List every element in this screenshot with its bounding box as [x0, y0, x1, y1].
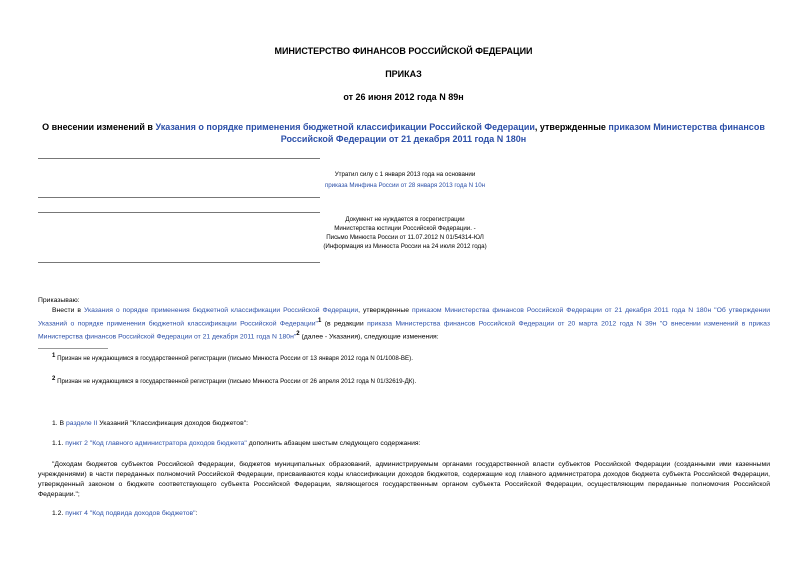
link-order-39n[interactable]: приказа Министерства финансов Российской Федерации от 20 марта 2012 года N 39н "О внесении изменений в приказ Министерства финансов Российской Федерации от 21 декабря 2011 года N 180н" [38, 320, 770, 341]
item-1-2 [52, 509, 197, 519]
item-1 [52, 419, 248, 429]
footnote-2 [52, 375, 752, 386]
footnote-1 [52, 352, 752, 363]
footnote-divider [38, 348, 108, 349]
status-link-order-10n[interactable]: приказа Минфина России от 28 января 2013 года N 10н [324, 182, 486, 189]
footnote-text: Признан не нуждающимся в государственной регистрации (письмо Минюста России от 13 января 2012 года N 01/1008-ВЕ). [55, 355, 413, 363]
text: дополнить абзацем шестым следующего содержания: [246, 440, 421, 447]
item-1-1 [52, 439, 420, 449]
text: : [195, 510, 198, 517]
footnote-text: Признан не нуждающимся в государственной регистрации (письмо Минюста России от 26 апреля 2012 года N 01/32619-ДК). [55, 378, 417, 386]
title-middle: , утвержденные [534, 122, 609, 132]
registration-line-2: Министерства юстиции Российской Федерации. - [334, 225, 476, 232]
text: 1. В [52, 420, 66, 427]
ministry-heading: МИНИСТЕРСТВО ФИНАНСОВ РОССИЙСКОЙ ФЕДЕРАЦИИ [274, 46, 533, 56]
divider [38, 262, 320, 263]
title-link-instructions[interactable]: Указания о порядке применения бюджетной классификации Российской Федерации [155, 122, 535, 132]
text: Внести в [52, 307, 84, 314]
registration-line-3: Письмо Минюста России от 11.07.2012 N 01/54314-ЮЛ [326, 234, 484, 241]
doc-date-number: от 26 июня 2012 года N 89н [343, 92, 464, 102]
registration-line-4: (Информация из Минюста России на 24 июля 2012 года) [323, 243, 487, 250]
footnote-mark: 1 [52, 353, 56, 359]
link-point-4[interactable]: пункт 4 "Код подвида доходов бюджетов" [65, 510, 196, 517]
link-order-180n[interactable]: приказом Министерства финансов Российской Федерации от 21 декабря 2011 года N 180н "Об утверждении Указаний о порядке применения бюджетной классификации Российской Федерации" [38, 307, 770, 328]
title-prefix: О внесении изменений в [42, 122, 156, 132]
text: (в редакции [321, 320, 368, 328]
text: Указаний "Классификация доходов бюджетов": [97, 420, 249, 427]
title-link-order-180n[interactable]: приказом Министерства финансов Российской Федерации от 21 декабря 2011 года N 180н [280, 122, 765, 144]
divider [38, 158, 320, 159]
text: , утвержденные [358, 307, 413, 314]
link-section-2[interactable]: разделе II [65, 420, 98, 427]
order-paragraph [38, 306, 770, 343]
link-instructions[interactable]: Указания о порядке применения бюджетной классификации Российской Федерации [83, 307, 359, 314]
footnote-ref-1[interactable]: 1 [317, 318, 322, 324]
divider [38, 197, 320, 198]
text: 1.2. [52, 510, 66, 517]
order-label: Приказываю: [38, 297, 80, 304]
text: 1.1. [52, 440, 66, 447]
divider [38, 212, 320, 213]
registration-block [270, 215, 540, 251]
footnote-ref-2[interactable]: 2 [296, 331, 300, 338]
document-title [30, 121, 777, 145]
link-point-2[interactable]: пункт 2 "Код главного администратора доходов бюджета" [65, 440, 247, 447]
quoted-paragraph: "Доходам бюджетов субъектов Российской Федерации, бюджетов муниципальных образований, администрируемым органами государственной власти субъектов Российской Федерации (созданными ими казенными учреждениями) в части переданных полномочий Российской Федерации, присваиваются коды классификации доходов бюджетов, содержащие код главного администратора доходов бюджета субъекта Российской Федерации, утвержденный законом о бюджете соответствующего субъекта Российской Федерации, являющегося государственным органом субъекта Российской Федерации, осуществляющим переданные полномочия Российской Федерации."; [38, 461, 770, 498]
text: (далее - Указания), следующие изменения: [299, 333, 439, 341]
footnote-mark: 2 [52, 376, 56, 382]
status-line: Утратил силу с 1 января 2013 года на основании [334, 171, 476, 178]
registration-line-1: Документ не нуждается в госрегистрации [345, 216, 465, 223]
status-block [270, 170, 540, 190]
doc-type-heading: ПРИКАЗ [385, 69, 422, 79]
